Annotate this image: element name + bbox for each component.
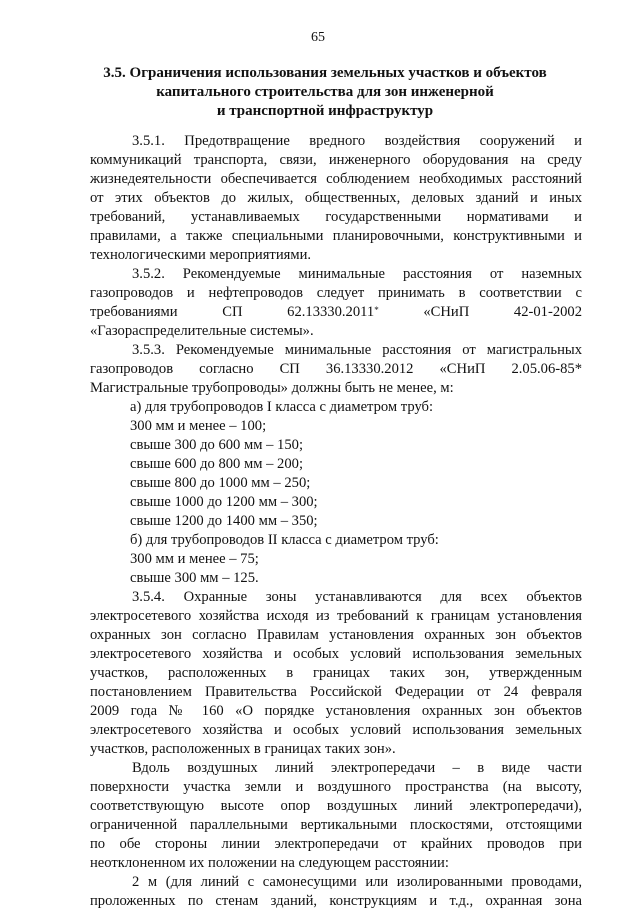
section-title-line: 3.5. Ограничения использования земельных участков и объектов <box>103 65 547 81</box>
text-line: требованиями СП 62.13330.2011* «СНиП 42-01-2002 <box>90 304 583 320</box>
text-line: 3.5.4. Охранные зоны устанавливаются для всех объектов <box>132 589 582 605</box>
text-line: свыше 300 до 600 мм – 150; <box>130 437 303 453</box>
text-line: свыше 1200 до 1400 мм – 350; <box>130 513 318 529</box>
text-line: а) для трубопроводов I класса с диаметром труб: <box>130 399 434 415</box>
text-line: требований, устанавливаемых государственными нормативами и <box>90 209 582 225</box>
text-line: проложенных по стенам зданий, конструкциям и т.д., охранная зона <box>90 893 582 909</box>
text-line: Вдоль воздушных линий электропередачи – в виде части <box>132 760 582 776</box>
text-line: 300 мм и менее – 100; <box>130 418 267 434</box>
text-line: электросетевого хозяйства исходя из требований к границам установления <box>90 608 582 624</box>
text-line: охранных зон согласно Правилам установления охранных зон объектов <box>90 627 582 643</box>
text-line: 2009 года № 160 «О порядке установления охранных зон объектов <box>90 703 582 719</box>
document-body <box>90 132 582 911</box>
text-line: жизнедеятельности обеспечивается соблюдением необходимых расстояний <box>90 171 582 187</box>
text-line: электросетевого хозяйства и особых условий использования земельных <box>90 722 582 738</box>
text-line: от этих объектов до жилых, общественных, деловых зданий и иных <box>90 190 582 206</box>
text-line: технологическими мероприятиями. <box>90 247 312 263</box>
section-title <box>90 64 560 121</box>
text-line: постановлением Правительства Российской Федерации от 24 февраля <box>90 684 582 700</box>
text-line: правилами, а также специальными планировочными, конструктивными и <box>90 228 582 244</box>
text-line: участков, расположенных в границах таких зон, утвержденным <box>90 665 582 681</box>
text-line: неотклоненном их положении на следующем расстоянии: <box>90 855 449 871</box>
text-line: б) для трубопроводов II класса с диаметром труб: <box>130 532 439 548</box>
page-number: 65 <box>311 30 325 45</box>
text-line: поверхности участка земли и воздушного пространства (на высоту, <box>90 779 582 795</box>
text-line: газопроводов согласно СП 36.13330.2012 «СНиП 2.05.06-85* <box>90 361 582 377</box>
text-line: свыше 800 до 1000 мм – 250; <box>130 475 311 491</box>
text-line: свыше 600 до 800 мм – 200; <box>130 456 303 472</box>
text-line: 3.5.2. Рекомендуемые минимальные расстояния от наземных <box>132 266 582 282</box>
text-line: 3.5.1. Предотвращение вредного воздействия сооружений и <box>132 133 582 149</box>
text-line: Магистральные трубопроводы» должны быть не менее, м: <box>90 380 454 396</box>
text-line: газопроводов и нефтепроводов следует принимать в соответствии с <box>90 285 582 301</box>
text-line: «Газораспределительные системы». <box>90 323 314 339</box>
section-title-line: и транспортной инфраструктур <box>216 103 434 119</box>
text-line: соответствующую высоте опор воздушных линий электропередачи), <box>90 798 582 814</box>
text-line: ограниченной параллельными вертикальными плоскостями, отстоящими <box>90 817 582 833</box>
text-line: участков, расположенных в границах таких зон». <box>90 741 396 757</box>
text-line: по обе стороны линии электропередачи от крайних проводов при <box>90 836 582 852</box>
text-line: свыше 300 мм – 125. <box>130 570 259 586</box>
text-line: 3.5.3. Рекомендуемые минимальные расстояния от магистральных <box>132 342 582 358</box>
section-title-line: капитального строительства для зон инженерной <box>156 84 494 100</box>
text-line: 2 м (для линий с самонесущими или изолированными проводами, <box>132 874 582 890</box>
text-line: коммуникаций транспорта, связи, инженерного оборудования на среду <box>90 152 582 168</box>
text-line: электросетевого хозяйства и особых условий использования земельных <box>90 646 582 662</box>
text-line: свыше 1000 до 1200 мм – 300; <box>130 494 318 510</box>
text-line: 300 мм и менее – 75; <box>130 551 259 567</box>
